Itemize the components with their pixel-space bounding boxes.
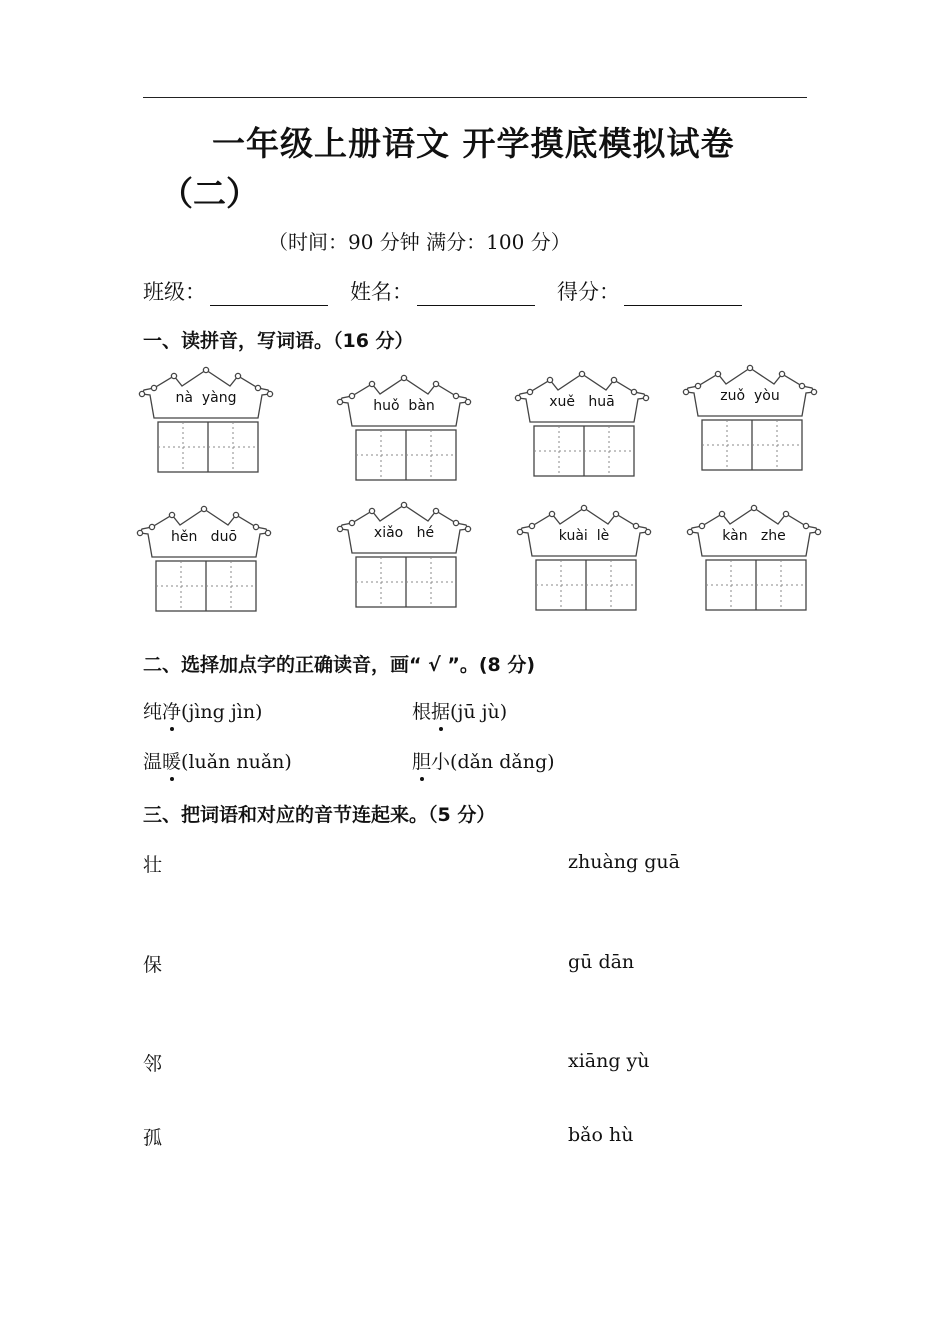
crown-writing-box <box>136 364 276 479</box>
word-char: 纯 <box>143 701 163 723</box>
crown-word-item[interactable] <box>680 362 820 477</box>
top-rule <box>143 97 807 98</box>
exam-meta: （时间：90 分钟 满分：100 分） <box>268 230 571 254</box>
score-label: 得分： <box>557 280 620 304</box>
name-blank[interactable] <box>417 281 535 306</box>
dotted-char: 据 <box>431 701 451 723</box>
match-left-word[interactable]: 邻 <box>143 1053 163 1075</box>
word-char: 根 <box>412 701 432 723</box>
page-title-part2: （二） <box>160 174 259 213</box>
pinyin-label: hěn duō <box>170 529 238 545</box>
score-blank[interactable] <box>624 281 742 306</box>
pinyin-label: xuě huā <box>549 394 615 410</box>
match-right-pinyin[interactable]: zhuàng guā <box>568 851 680 873</box>
pronunciation-item[interactable] <box>143 747 292 774</box>
match-right-pinyin[interactable]: gū dān <box>568 951 635 973</box>
crown-word-item[interactable] <box>512 368 652 483</box>
crown-writing-box <box>334 499 474 614</box>
pinyin-label: kuài lè <box>558 528 610 544</box>
dotted-char: 暖 <box>162 751 182 773</box>
pinyin-options[interactable]: (jū jù) <box>450 701 508 723</box>
crown-word-item[interactable] <box>514 502 654 617</box>
match-right-pinyin[interactable]: bǎo hù <box>568 1124 634 1146</box>
pinyin-label: xiǎo hé <box>373 525 435 541</box>
section-2-heading: 二、选择加点字的正确读音，画“ √ ”。(8 分) <box>143 654 536 676</box>
section-3-heading: 三、把词语和对应的音节连起来。（5 分） <box>143 804 496 826</box>
crown-word-item[interactable] <box>334 372 474 487</box>
match-left-word[interactable]: 壮 <box>143 854 163 876</box>
crown-writing-box <box>684 502 824 617</box>
pronunciation-item[interactable] <box>412 697 507 724</box>
crown-word-item[interactable] <box>684 502 824 617</box>
section-1-heading: 一、读拼音，写词语。（16 分） <box>143 330 414 352</box>
crown-writing-box <box>134 503 274 618</box>
class-blank[interactable] <box>210 281 328 306</box>
crown-word-item[interactable] <box>136 364 276 479</box>
pinyin-options[interactable]: (luǎn nuǎn) <box>181 751 292 773</box>
pinyin-options[interactable]: (jìng jìn) <box>181 701 263 723</box>
crown-writing-box <box>512 368 652 483</box>
crown-writing-box <box>334 372 474 487</box>
word-char: 小 <box>431 751 451 773</box>
crown-writing-box <box>514 502 654 617</box>
crown-word-item[interactable] <box>134 503 274 618</box>
match-left-word[interactable]: 保 <box>143 954 163 976</box>
pronunciation-item[interactable] <box>412 747 555 774</box>
match-left-word[interactable]: 孤 <box>143 1127 163 1149</box>
crown-writing-box <box>680 362 820 477</box>
dotted-char: 净 <box>162 701 182 723</box>
word-char: 温 <box>143 751 163 773</box>
student-info-row <box>143 276 764 306</box>
dotted-char: 胆 <box>412 751 432 773</box>
match-right-pinyin[interactable]: xiāng yù <box>568 1050 650 1072</box>
crown-word-item[interactable] <box>334 499 474 614</box>
pronunciation-item[interactable] <box>143 697 262 724</box>
pinyin-label: huǒ bàn <box>373 398 435 414</box>
page-title: 一年级上册语文 开学摸底模拟试卷 <box>212 124 735 163</box>
class-label: 班级： <box>143 280 206 304</box>
pinyin-label: zuǒ yòu <box>720 388 780 404</box>
pinyin-label: kàn zhe <box>722 528 786 544</box>
name-label: 姓名： <box>350 280 413 304</box>
pinyin-label: nà yàng <box>175 390 237 406</box>
pinyin-options[interactable]: (dǎn dǎng) <box>450 751 555 773</box>
